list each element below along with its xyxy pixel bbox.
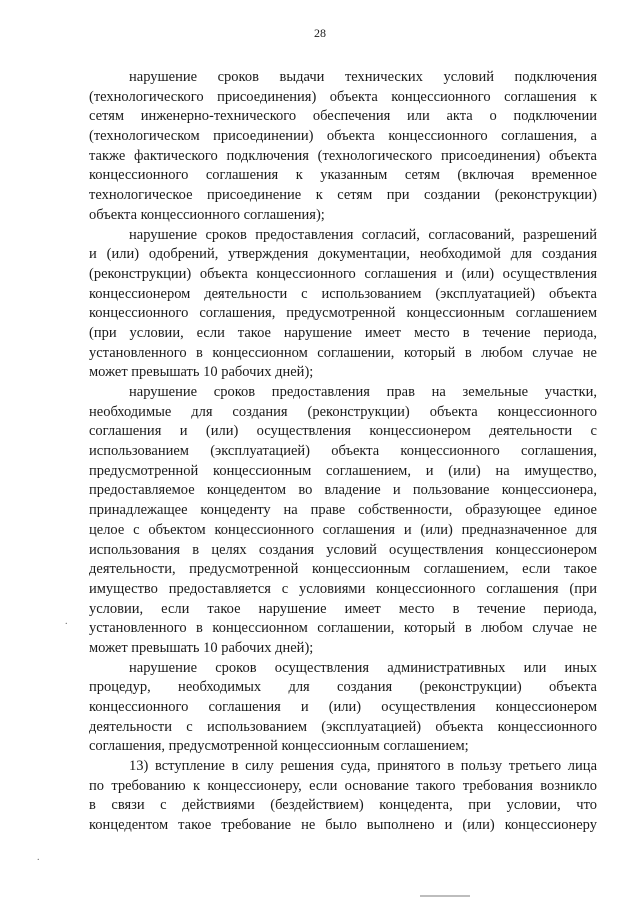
paragraph bbox=[89, 383, 597, 659]
text-line: 13) вступление в силу решения суда, принятого в пользу третьего лица bbox=[129, 758, 597, 775]
text-line: соглашения и (или) осуществления концессионером деятельности с bbox=[89, 423, 597, 440]
text-line: концессионного соглашения и (или) осуществления концессионером bbox=[89, 699, 597, 715]
paragraph bbox=[89, 659, 597, 757]
text-line: (технологическом присоединении) объекта концессионного соглашения, а bbox=[89, 128, 597, 145]
scan-speck: . bbox=[65, 616, 68, 627]
text-line: установленного в концессионном соглашении, который в любом случае не bbox=[89, 344, 597, 361]
text-line: нарушение сроков предоставления согласий, согласований, разрешений bbox=[129, 226, 597, 243]
text-line: по требованию к концессионеру, если основание такого требования возникло bbox=[89, 777, 597, 794]
paragraph bbox=[89, 757, 597, 836]
text-line: предоставляемое концедентом во владение и пользование концессионера, bbox=[89, 482, 597, 499]
page-number: 28 bbox=[314, 26, 326, 40]
text-line: необходимые для создания (реконструкции) объекта концессионного bbox=[89, 403, 597, 420]
document-body bbox=[89, 68, 597, 836]
scan-edge-noise bbox=[420, 895, 470, 897]
text-line: концедентом такое требование не было выполнено и (или) концессионеру bbox=[89, 817, 597, 834]
text-line: предусмотренной концессионным соглашением, и (или) на имущество, bbox=[89, 462, 597, 479]
text-line: имущество предоставляется с условиями концессионного соглашения (при bbox=[89, 580, 597, 597]
text-line: также фактического подключения (технологического присоединения) объекта bbox=[89, 147, 597, 164]
text-line: соглашения, предусмотренной концессионным соглашением; bbox=[89, 738, 469, 755]
text-line: и (или) одобрений, утверждения документации, необходимой для создания bbox=[89, 246, 597, 263]
text-line: в связи с действиями (бездействием) концедента, при условии, что bbox=[89, 797, 597, 814]
text-line: условии, если такое нарушение имеет место в течение периода, bbox=[89, 600, 597, 617]
text-line: деятельности с использованием (эксплуатацией) объекта концессионного bbox=[89, 718, 597, 735]
text-line: концессионером деятельности с использованием (эксплуатацией) объекта bbox=[89, 285, 597, 302]
text-line: установленного в концессионном соглашении, который в любом случае не bbox=[89, 620, 597, 637]
text-line: процедур, необходимых для создания (реконструкции) объекта bbox=[89, 679, 597, 696]
text-line: нарушение сроков осуществления административных или иных bbox=[129, 659, 597, 676]
text-line: (реконструкции) объекта концессионного соглашения и (или) осуществления bbox=[89, 265, 597, 282]
text-line: нарушение сроков предоставления прав на земельные участки, bbox=[129, 384, 597, 400]
text-line: может превышать 10 рабочих дней); bbox=[89, 639, 314, 656]
text-line: может превышать 10 рабочих дней); bbox=[89, 364, 314, 381]
text-line: (при условии, если такое нарушение имеет место в течение периода, bbox=[89, 324, 597, 341]
text-line: нарушение сроков выдачи технических условий подключения bbox=[129, 69, 597, 85]
text-line: концессионного соглашения к указанным сетям (включая временное bbox=[89, 167, 597, 184]
text-line: технологическое присоединение к сетям при создании (реконструкции) bbox=[89, 187, 597, 204]
paragraph bbox=[89, 68, 597, 226]
scan-speck: . bbox=[37, 852, 40, 863]
text-line: сетям инженерно-технического обеспечения или акта о подключении bbox=[89, 108, 597, 125]
text-line: объекта концессионного соглашения); bbox=[89, 206, 325, 223]
text-line: целое с объектом концессионного соглашения и (или) предназначенное для bbox=[89, 521, 597, 538]
paragraph bbox=[89, 226, 597, 384]
text-line: деятельности, предусмотренной концессионным соглашением, если такое bbox=[89, 561, 597, 578]
text-line: принадлежащее концеденту на праве собственности, образующее единое bbox=[89, 502, 597, 519]
text-line: использования в целях создания условий осуществления концессионером bbox=[89, 541, 597, 558]
text-line: использованием (эксплуатацией) объекта концессионного соглашения, bbox=[89, 443, 597, 460]
text-line: (технологического присоединения) объекта концессионного соглашения к bbox=[89, 88, 597, 105]
text-line: концессионного соглашения, предусмотренной концессионным соглашением bbox=[89, 305, 597, 322]
